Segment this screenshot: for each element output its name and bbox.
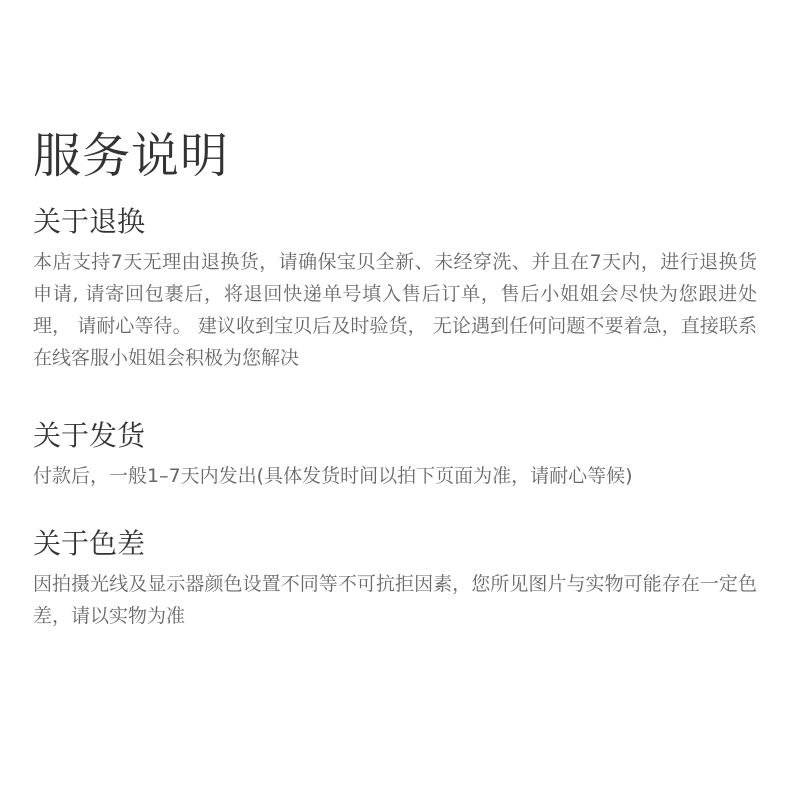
- color-difference-body: 因拍摄光线及显示器颜色设置不同等不可抗拒因素，您所见图片与实物可能存在一定色差，请以实物为准: [33, 573, 757, 627]
- shipping-body: 付款后，一般1–7天内发出(具体发货时间以拍下页面为准，请耐心等候): [33, 465, 633, 487]
- returns-section: [33, 202, 757, 374]
- shipping-heading: 关于发货: [33, 419, 146, 452]
- color-difference-heading: 关于色差: [33, 527, 146, 560]
- page-title: 服务说明: [33, 128, 230, 185]
- color-difference-section: [33, 524, 757, 632]
- returns-body: 本店支持7天无理由退换货，请确保宝贝全新、未经穿洗、并且在7天内，进行退换货申请, 请寄回包裹后，将退回快递单号填入售后订单，售后小姐姐会尽快为您跟进处理， 请耐心等待。 建议收到宝贝后及时验货， 无论遇到任何问题不要着急，直接联系在线客服小姐姐会积极为您解决: [33, 251, 757, 369]
- shipping-section: [33, 416, 757, 492]
- returns-heading: 关于退换: [33, 205, 146, 238]
